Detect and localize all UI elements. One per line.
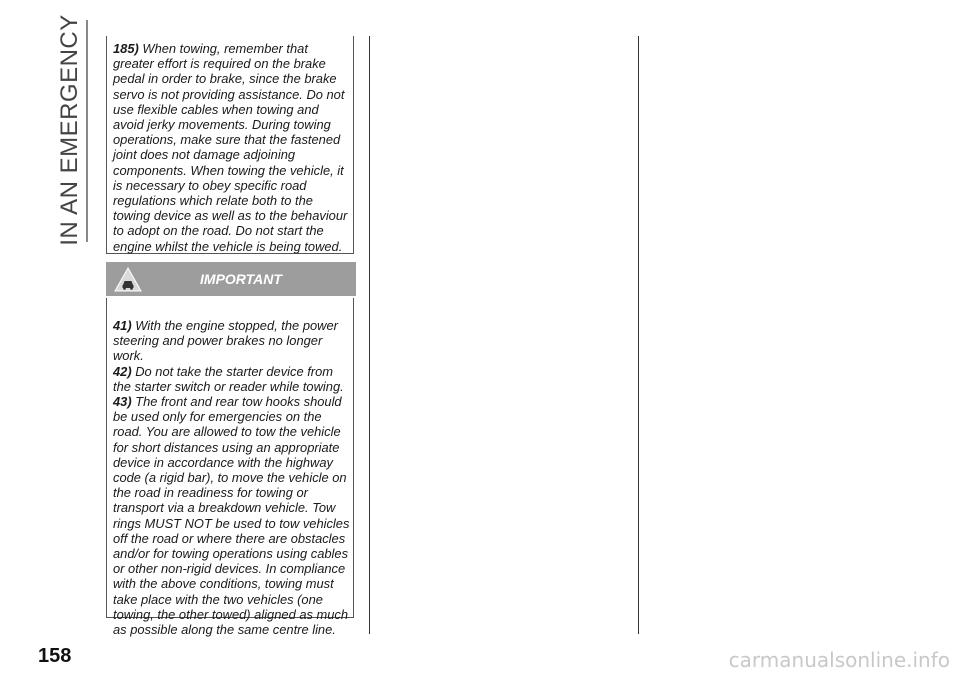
- note-text: With the engine stopped, the power steering and power brakes no longer work.: [113, 318, 338, 364]
- column-divider-2: [638, 36, 639, 634]
- watermark: carmanualsonline.info: [728, 648, 950, 672]
- important-notes: [113, 318, 351, 637]
- note-number: 41): [113, 318, 132, 333]
- column-divider-1: [369, 36, 370, 634]
- important-header: [106, 262, 356, 296]
- note-text: When towing, remember that greater effort is required on the brake pedal in order to brake, since the brake servo is not providing assistance. Do not use flexible cables when towing and avoid jerky movements. During towing operations, make sure that the fastened joint does not damage adjoining components. When towing the vehicle, it is necessary to obey specific road regulations which relate both to the towing device as well as to the behaviour to adopt on the road. Do not start the engine whilst the vehicle is being towed.: [113, 41, 348, 254]
- section-title-text: IN AN EMERGENCY: [56, 14, 84, 246]
- note-number: 42): [113, 363, 132, 379]
- note-number: 185): [113, 41, 139, 56]
- important-notes-box: [106, 298, 354, 638]
- towing-warning-box: [106, 36, 354, 254]
- section-divider: [86, 20, 88, 242]
- important-label: IMPORTANT: [200, 271, 282, 287]
- page-number: 158: [38, 645, 72, 667]
- note-text: Do not take the starter device from the starter switch or reader while towing.: [113, 363, 344, 394]
- note-text: The front and rear tow hooks should be used only for emergencies on the road. You are allowed to tow the vehicle for short distances using an appropriate device in accordance with the highway code (a rigid bar), to move the vehicle on the road in readiness for towing or transport via a breakdown vehicle. Tow rings MUST NOT be used to tow vehicles off the road or where there are obstacles and/or for towing operations using cables or other non-rigid devices. In compliance with the above conditions, towing must take place with the two vehicles (one towing, the other towed) aligned as much as possible along the same centre line.: [113, 394, 350, 638]
- section-title: [54, 14, 86, 246]
- note-185: [113, 41, 351, 254]
- note-number: 43): [113, 394, 132, 410]
